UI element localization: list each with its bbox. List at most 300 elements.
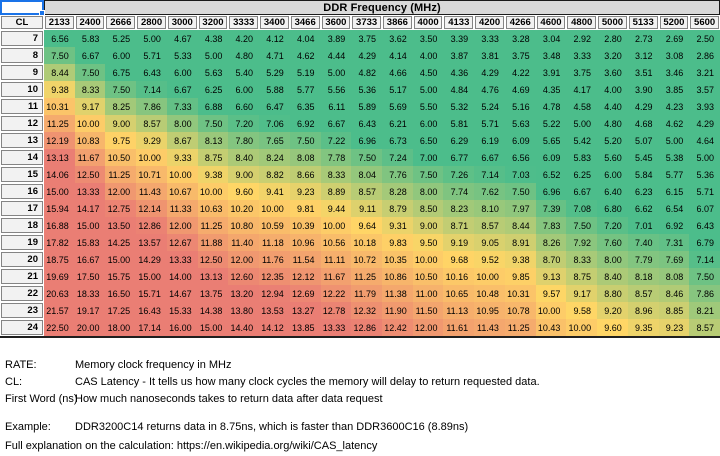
latency-cell[interactable]: 10.00 <box>259 200 290 217</box>
latency-cell[interactable]: 4.84 <box>443 81 474 98</box>
latency-cell[interactable]: 4.22 <box>505 64 536 81</box>
latency-cell[interactable]: 9.31 <box>382 217 413 234</box>
latency-cell[interactable]: 4.44 <box>321 47 352 64</box>
latency-cell[interactable]: 14.25 <box>105 234 136 251</box>
column-header[interactable]: 2800 <box>136 15 167 30</box>
latency-cell[interactable]: 15.83 <box>75 234 106 251</box>
latency-cell[interactable]: 7.76 <box>382 166 413 183</box>
latency-cell[interactable]: 10.48 <box>474 285 505 302</box>
latency-cell[interactable]: 6.52 <box>536 166 567 183</box>
column-header[interactable]: 4200 <box>474 15 505 30</box>
latency-cell[interactable]: 9.85 <box>505 268 536 285</box>
latency-cell[interactable]: 7.74 <box>443 183 474 200</box>
latency-cell[interactable]: 6.11 <box>321 98 352 115</box>
latency-cell[interactable]: 4.67 <box>167 30 198 47</box>
latency-cell[interactable]: 8.57 <box>474 217 505 234</box>
latency-cell[interactable]: 4.38 <box>198 30 229 47</box>
latency-cell[interactable]: 12.69 <box>290 285 321 302</box>
latency-cell[interactable]: 6.00 <box>228 81 259 98</box>
latency-cell[interactable]: 8.40 <box>597 268 628 285</box>
latency-cell[interactable]: 5.00 <box>136 30 167 47</box>
latency-cell[interactable]: 14.17 <box>75 200 106 217</box>
latency-cell[interactable]: 8.91 <box>505 234 536 251</box>
latency-cell[interactable]: 13.33 <box>321 319 352 336</box>
latency-cell[interactable]: 9.44 <box>321 200 352 217</box>
latency-cell[interactable]: 7.14 <box>689 251 720 268</box>
latency-cell[interactable]: 6.43 <box>351 115 382 132</box>
latency-cell[interactable]: 20.63 <box>44 285 75 302</box>
latency-cell[interactable]: 11.25 <box>351 268 382 285</box>
latency-cell[interactable]: 7.00 <box>413 149 444 166</box>
row-label[interactable]: 16 <box>0 183 44 200</box>
latency-cell[interactable]: 5.88 <box>259 81 290 98</box>
latency-cell[interactable]: 8.75 <box>566 268 597 285</box>
column-header[interactable]: 5000 <box>597 15 628 30</box>
column-header[interactable]: 3600 <box>321 15 352 30</box>
latency-cell[interactable]: 11.40 <box>228 234 259 251</box>
latency-cell[interactable]: 6.79 <box>689 234 720 251</box>
row-label[interactable]: 8 <box>0 47 44 64</box>
latency-cell[interactable]: 8.89 <box>321 183 352 200</box>
latency-cell[interactable]: 6.67 <box>566 183 597 200</box>
latency-cell[interactable]: 9.00 <box>228 166 259 183</box>
row-label[interactable]: 24 <box>0 319 44 336</box>
latency-cell[interactable]: 6.29 <box>443 132 474 149</box>
row-label[interactable]: 15 <box>0 166 44 183</box>
table-title[interactable]: DDR Frequency (MHz) <box>44 0 720 15</box>
latency-cell[interactable]: 12.78 <box>321 302 352 319</box>
latency-cell[interactable]: 9.29 <box>136 132 167 149</box>
latency-cell[interactable]: 10.35 <box>382 251 413 268</box>
latency-cell[interactable]: 9.05 <box>474 234 505 251</box>
latency-cell[interactable]: 5.24 <box>474 98 505 115</box>
latency-cell[interactable]: 14.00 <box>167 268 198 285</box>
latency-cell[interactable]: 12.60 <box>228 268 259 285</box>
latency-cell[interactable]: 7.97 <box>505 200 536 217</box>
latency-cell[interactable]: 12.67 <box>167 234 198 251</box>
latency-cell[interactable]: 3.20 <box>597 47 628 64</box>
latency-cell[interactable]: 4.04 <box>290 30 321 47</box>
latency-cell[interactable]: 9.00 <box>105 115 136 132</box>
latency-cell[interactable]: 10.78 <box>505 302 536 319</box>
latency-cell[interactable]: 5.16 <box>505 98 536 115</box>
latency-cell[interactable]: 16.00 <box>167 319 198 336</box>
latency-cell[interactable]: 10.95 <box>474 302 505 319</box>
latency-cell[interactable]: 13.20 <box>228 285 259 302</box>
latency-cell[interactable]: 7.50 <box>44 47 75 64</box>
latency-cell[interactable]: 9.38 <box>505 251 536 268</box>
latency-cell[interactable]: 12.32 <box>351 302 382 319</box>
latency-cell[interactable]: 9.52 <box>474 251 505 268</box>
latency-cell[interactable]: 11.90 <box>382 302 413 319</box>
latency-cell[interactable]: 2.86 <box>689 47 720 64</box>
latency-cell[interactable]: 18.00 <box>105 319 136 336</box>
latency-cell[interactable]: 10.00 <box>536 302 567 319</box>
latency-cell[interactable]: 12.00 <box>167 217 198 234</box>
latency-cell[interactable]: 6.19 <box>474 132 505 149</box>
latency-cell[interactable]: 5.69 <box>382 98 413 115</box>
column-header[interactable]: 5600 <box>689 15 720 30</box>
latency-cell[interactable]: 3.12 <box>628 47 659 64</box>
latency-cell[interactable]: 17.82 <box>44 234 75 251</box>
row-label[interactable]: 13 <box>0 132 44 149</box>
row-label[interactable]: 17 <box>0 200 44 217</box>
latency-cell[interactable]: 12.14 <box>136 200 167 217</box>
latency-cell[interactable]: 4.29 <box>474 64 505 81</box>
latency-cell[interactable]: 19.17 <box>75 302 106 319</box>
latency-cell[interactable]: 8.33 <box>566 251 597 268</box>
column-header[interactable]: 5200 <box>659 15 690 30</box>
latency-cell[interactable]: 4.14 <box>382 47 413 64</box>
latency-cell[interactable]: 4.17 <box>566 81 597 98</box>
latency-cell[interactable]: 3.85 <box>659 81 690 98</box>
latency-cell[interactable]: 4.82 <box>351 64 382 81</box>
latency-cell[interactable]: 12.00 <box>228 251 259 268</box>
row-label[interactable]: 14 <box>0 149 44 166</box>
latency-cell[interactable]: 10.20 <box>228 200 259 217</box>
latency-cell[interactable]: 5.36 <box>351 81 382 98</box>
latency-cell[interactable]: 4.20 <box>228 30 259 47</box>
latency-cell[interactable]: 11.88 <box>198 234 229 251</box>
latency-cell[interactable]: 6.43 <box>136 64 167 81</box>
latency-cell[interactable]: 7.40 <box>628 234 659 251</box>
latency-cell[interactable]: 3.21 <box>689 64 720 81</box>
latency-cell[interactable]: 7.50 <box>198 115 229 132</box>
latency-cell[interactable]: 5.17 <box>382 81 413 98</box>
latency-cell[interactable]: 9.81 <box>290 200 321 217</box>
latency-cell[interactable]: 8.26 <box>536 234 567 251</box>
latency-cell[interactable]: 3.90 <box>628 81 659 98</box>
latency-cell[interactable]: 5.22 <box>536 115 567 132</box>
latency-cell[interactable]: 6.73 <box>382 132 413 149</box>
latency-cell[interactable]: 8.24 <box>259 149 290 166</box>
latency-cell[interactable]: 13.27 <box>290 302 321 319</box>
latency-cell[interactable]: 6.67 <box>167 81 198 98</box>
latency-cell[interactable]: 11.18 <box>259 234 290 251</box>
latency-cell[interactable]: 9.68 <box>443 251 474 268</box>
selected-cell[interactable] <box>0 0 44 15</box>
latency-cell[interactable]: 5.25 <box>105 30 136 47</box>
latency-cell[interactable]: 8.75 <box>198 149 229 166</box>
latency-cell[interactable]: 11.43 <box>474 319 505 336</box>
latency-cell[interactable]: 12.50 <box>75 166 106 183</box>
latency-cell[interactable]: 6.56 <box>44 30 75 47</box>
column-header[interactable]: 3333 <box>228 15 259 30</box>
latency-cell[interactable]: 10.59 <box>259 217 290 234</box>
latency-cell[interactable]: 10.83 <box>75 132 106 149</box>
latency-cell[interactable]: 9.20 <box>597 302 628 319</box>
latency-cell[interactable]: 7.50 <box>413 166 444 183</box>
latency-cell[interactable]: 6.00 <box>597 166 628 183</box>
latency-cell[interactable]: 12.94 <box>259 285 290 302</box>
latency-cell[interactable]: 7.03 <box>505 166 536 183</box>
latency-cell[interactable]: 14.12 <box>259 319 290 336</box>
latency-cell[interactable]: 9.60 <box>228 183 259 200</box>
latency-cell[interactable]: 10.50 <box>413 268 444 285</box>
latency-cell[interactable]: 10.65 <box>443 285 474 302</box>
latency-cell[interactable]: 9.23 <box>290 183 321 200</box>
latency-cell[interactable]: 7.33 <box>167 98 198 115</box>
latency-cell[interactable]: 6.07 <box>689 200 720 217</box>
column-header[interactable]: 5133 <box>628 15 659 30</box>
latency-cell[interactable]: 8.80 <box>597 285 628 302</box>
latency-cell[interactable]: 10.39 <box>290 217 321 234</box>
latency-cell[interactable]: 5.00 <box>659 132 690 149</box>
latency-cell[interactable]: 9.33 <box>167 149 198 166</box>
latency-cell[interactable]: 8.44 <box>44 64 75 81</box>
latency-cell[interactable]: 7.50 <box>351 149 382 166</box>
latency-cell[interactable]: 15.00 <box>105 251 136 268</box>
latency-cell[interactable]: 2.73 <box>628 30 659 47</box>
latency-cell[interactable]: 10.00 <box>136 149 167 166</box>
latency-cell[interactable]: 8.85 <box>659 302 690 319</box>
latency-cell[interactable]: 6.60 <box>228 98 259 115</box>
latency-cell[interactable]: 11.61 <box>443 319 474 336</box>
cl-header[interactable]: CL <box>0 15 44 30</box>
column-header[interactable]: 3733 <box>351 15 382 30</box>
latency-cell[interactable]: 10.63 <box>198 200 229 217</box>
latency-cell[interactable]: 5.84 <box>628 166 659 183</box>
latency-cell[interactable]: 6.47 <box>259 98 290 115</box>
latency-cell[interactable]: 9.50 <box>413 234 444 251</box>
latency-cell[interactable]: 8.00 <box>597 251 628 268</box>
latency-cell[interactable]: 11.79 <box>351 285 382 302</box>
latency-cell[interactable]: 8.40 <box>228 149 259 166</box>
latency-cell[interactable]: 5.20 <box>597 132 628 149</box>
latency-cell[interactable]: 14.67 <box>167 285 198 302</box>
latency-cell[interactable]: 4.76 <box>474 81 505 98</box>
latency-cell[interactable]: 4.78 <box>536 98 567 115</box>
latency-cell[interactable]: 13.57 <box>136 234 167 251</box>
latency-cell[interactable]: 8.57 <box>689 319 720 336</box>
latency-cell[interactable]: 8.00 <box>167 115 198 132</box>
latency-cell[interactable]: 7.80 <box>228 132 259 149</box>
row-label[interactable]: 12 <box>0 115 44 132</box>
column-header[interactable]: 3400 <box>259 15 290 30</box>
row-label[interactable]: 18 <box>0 217 44 234</box>
latency-cell[interactable]: 8.82 <box>259 166 290 183</box>
latency-cell[interactable]: 7.50 <box>105 81 136 98</box>
latency-cell[interactable]: 4.00 <box>597 81 628 98</box>
latency-cell[interactable]: 4.23 <box>659 98 690 115</box>
latency-cell[interactable]: 12.00 <box>105 183 136 200</box>
latency-cell[interactable]: 5.50 <box>413 98 444 115</box>
latency-cell[interactable]: 11.25 <box>105 166 136 183</box>
latency-cell[interactable]: 13.75 <box>198 285 229 302</box>
latency-cell[interactable]: 8.18 <box>628 268 659 285</box>
latency-cell[interactable]: 4.71 <box>259 47 290 64</box>
latency-cell[interactable]: 10.80 <box>228 217 259 234</box>
latency-cell[interactable]: 4.62 <box>659 115 690 132</box>
latency-cell[interactable]: 10.00 <box>75 115 106 132</box>
latency-cell[interactable]: 3.39 <box>443 30 474 47</box>
latency-cell[interactable]: 14.40 <box>228 319 259 336</box>
latency-cell[interactable]: 8.33 <box>321 166 352 183</box>
latency-cell[interactable]: 4.12 <box>259 30 290 47</box>
latency-cell[interactable]: 13.80 <box>228 302 259 319</box>
latency-cell[interactable]: 6.96 <box>351 132 382 149</box>
latency-cell[interactable]: 4.29 <box>351 47 382 64</box>
latency-cell[interactable]: 8.33 <box>75 81 106 98</box>
latency-cell[interactable]: 6.75 <box>105 64 136 81</box>
latency-cell[interactable]: 7.69 <box>659 251 690 268</box>
latency-cell[interactable]: 13.50 <box>105 217 136 234</box>
latency-cell[interactable]: 4.00 <box>413 47 444 64</box>
latency-cell[interactable]: 4.80 <box>597 115 628 132</box>
latency-cell[interactable]: 5.83 <box>75 30 106 47</box>
latency-cell[interactable]: 10.00 <box>413 251 444 268</box>
latency-cell[interactable]: 11.76 <box>259 251 290 268</box>
latency-cell[interactable]: 4.58 <box>566 98 597 115</box>
latency-cell[interactable]: 10.00 <box>198 183 229 200</box>
latency-cell[interactable]: 15.94 <box>44 200 75 217</box>
latency-cell[interactable]: 7.31 <box>659 234 690 251</box>
latency-cell[interactable]: 10.00 <box>321 217 352 234</box>
latency-cell[interactable]: 3.48 <box>536 47 567 64</box>
latency-cell[interactable]: 8.10 <box>474 200 505 217</box>
latency-cell[interactable]: 8.08 <box>290 149 321 166</box>
latency-cell[interactable]: 10.86 <box>382 268 413 285</box>
latency-cell[interactable]: 10.31 <box>505 285 536 302</box>
latency-cell[interactable]: 13.13 <box>44 149 75 166</box>
latency-cell[interactable]: 6.00 <box>167 64 198 81</box>
latency-cell[interactable]: 9.75 <box>105 132 136 149</box>
latency-cell[interactable]: 5.60 <box>597 149 628 166</box>
latency-cell[interactable]: 8.04 <box>351 166 382 183</box>
latency-cell[interactable]: 4.68 <box>628 115 659 132</box>
latency-cell[interactable]: 5.71 <box>689 183 720 200</box>
latency-cell[interactable]: 14.06 <box>44 166 75 183</box>
latency-cell[interactable]: 4.50 <box>413 64 444 81</box>
latency-cell[interactable]: 11.25 <box>198 217 229 234</box>
latency-cell[interactable]: 3.33 <box>566 47 597 64</box>
latency-cell[interactable]: 5.00 <box>413 81 444 98</box>
latency-cell[interactable]: 5.07 <box>628 132 659 149</box>
latency-cell[interactable]: 3.04 <box>536 30 567 47</box>
latency-cell[interactable]: 2.50 <box>689 30 720 47</box>
row-label[interactable]: 19 <box>0 234 44 251</box>
latency-cell[interactable]: 4.64 <box>689 132 720 149</box>
latency-cell[interactable]: 7.65 <box>259 132 290 149</box>
latency-cell[interactable]: 4.40 <box>597 98 628 115</box>
latency-cell[interactable]: 9.41 <box>259 183 290 200</box>
latency-cell[interactable]: 8.21 <box>689 302 720 319</box>
latency-cell[interactable]: 8.23 <box>443 200 474 217</box>
latency-cell[interactable]: 6.21 <box>382 115 413 132</box>
latency-cell[interactable]: 9.13 <box>536 268 567 285</box>
latency-cell[interactable]: 5.63 <box>198 64 229 81</box>
latency-cell[interactable]: 2.92 <box>566 30 597 47</box>
column-header[interactable]: 4133 <box>443 15 474 30</box>
latency-cell[interactable]: 13.33 <box>75 183 106 200</box>
latency-cell[interactable]: 9.57 <box>536 285 567 302</box>
latency-cell[interactable]: 8.28 <box>382 183 413 200</box>
row-label[interactable]: 7 <box>0 30 44 47</box>
latency-cell[interactable]: 6.96 <box>536 183 567 200</box>
latency-cell[interactable]: 3.50 <box>413 30 444 47</box>
latency-cell[interactable]: 10.56 <box>321 234 352 251</box>
latency-cell[interactable]: 12.19 <box>44 132 75 149</box>
latency-cell[interactable]: 10.67 <box>167 183 198 200</box>
latency-cell[interactable]: 11.11 <box>321 251 352 268</box>
latency-cell[interactable]: 8.67 <box>167 132 198 149</box>
latency-cell[interactable]: 7.92 <box>566 234 597 251</box>
latency-cell[interactable]: 5.40 <box>228 64 259 81</box>
latency-cell[interactable]: 3.08 <box>659 47 690 64</box>
latency-cell[interactable]: 15.33 <box>167 302 198 319</box>
latency-cell[interactable]: 15.00 <box>75 217 106 234</box>
latency-cell[interactable]: 12.42 <box>382 319 413 336</box>
latency-cell[interactable]: 3.75 <box>505 47 536 64</box>
latency-cell[interactable]: 7.79 <box>628 251 659 268</box>
latency-cell[interactable]: 7.60 <box>597 234 628 251</box>
latency-cell[interactable]: 3.87 <box>443 47 474 64</box>
latency-cell[interactable]: 11.25 <box>44 115 75 132</box>
latency-cell[interactable]: 9.38 <box>198 166 229 183</box>
latency-cell[interactable]: 5.63 <box>505 115 536 132</box>
latency-cell[interactable]: 13.53 <box>259 302 290 319</box>
latency-cell[interactable]: 5.77 <box>659 166 690 183</box>
latency-cell[interactable]: 7.20 <box>597 217 628 234</box>
latency-cell[interactable]: 6.00 <box>105 47 136 64</box>
latency-cell[interactable]: 6.23 <box>628 183 659 200</box>
latency-cell[interactable]: 8.71 <box>443 217 474 234</box>
latency-cell[interactable]: 8.57 <box>628 285 659 302</box>
latency-cell[interactable]: 22.50 <box>44 319 75 336</box>
latency-cell[interactable]: 10.00 <box>474 268 505 285</box>
latency-cell[interactable]: 9.00 <box>413 217 444 234</box>
latency-cell[interactable]: 6.92 <box>659 217 690 234</box>
latency-cell[interactable]: 8.57 <box>351 183 382 200</box>
latency-cell[interactable]: 6.35 <box>290 98 321 115</box>
latency-cell[interactable]: 9.35 <box>628 319 659 336</box>
latency-cell[interactable]: 18.75 <box>44 251 75 268</box>
latency-cell[interactable]: 7.26 <box>443 166 474 183</box>
latency-cell[interactable]: 4.62 <box>290 47 321 64</box>
latency-cell[interactable]: 8.08 <box>659 268 690 285</box>
latency-cell[interactable]: 8.13 <box>198 132 229 149</box>
latency-cell[interactable]: 12.50 <box>198 251 229 268</box>
latency-cell[interactable]: 21.57 <box>44 302 75 319</box>
latency-cell[interactable]: 6.09 <box>505 132 536 149</box>
latency-cell[interactable]: 5.56 <box>321 81 352 98</box>
latency-cell[interactable]: 3.57 <box>689 81 720 98</box>
latency-cell[interactable]: 6.54 <box>659 200 690 217</box>
latency-cell[interactable]: 11.67 <box>321 268 352 285</box>
latency-cell[interactable]: 17.50 <box>75 268 106 285</box>
latency-cell[interactable]: 15.00 <box>198 319 229 336</box>
latency-cell[interactable]: 7.20 <box>228 115 259 132</box>
latency-cell[interactable]: 5.00 <box>198 47 229 64</box>
latency-cell[interactable]: 7.50 <box>505 183 536 200</box>
latency-cell[interactable]: 9.23 <box>659 319 690 336</box>
latency-cell[interactable]: 6.80 <box>597 200 628 217</box>
latency-cell[interactable]: 7.78 <box>321 149 352 166</box>
latency-cell[interactable]: 2.69 <box>659 30 690 47</box>
latency-cell[interactable]: 20.00 <box>75 319 106 336</box>
latency-cell[interactable]: 5.19 <box>290 64 321 81</box>
latency-cell[interactable]: 4.35 <box>536 81 567 98</box>
latency-cell[interactable]: 7.83 <box>536 217 567 234</box>
latency-cell[interactable]: 10.43 <box>536 319 567 336</box>
latency-cell[interactable]: 2.80 <box>597 30 628 47</box>
latency-cell[interactable]: 3.28 <box>505 30 536 47</box>
latency-cell[interactable]: 5.71 <box>136 47 167 64</box>
latency-cell[interactable]: 11.67 <box>75 149 106 166</box>
latency-cell[interactable]: 7.08 <box>566 200 597 217</box>
latency-cell[interactable]: 15.75 <box>105 268 136 285</box>
latency-cell[interactable]: 9.58 <box>566 302 597 319</box>
